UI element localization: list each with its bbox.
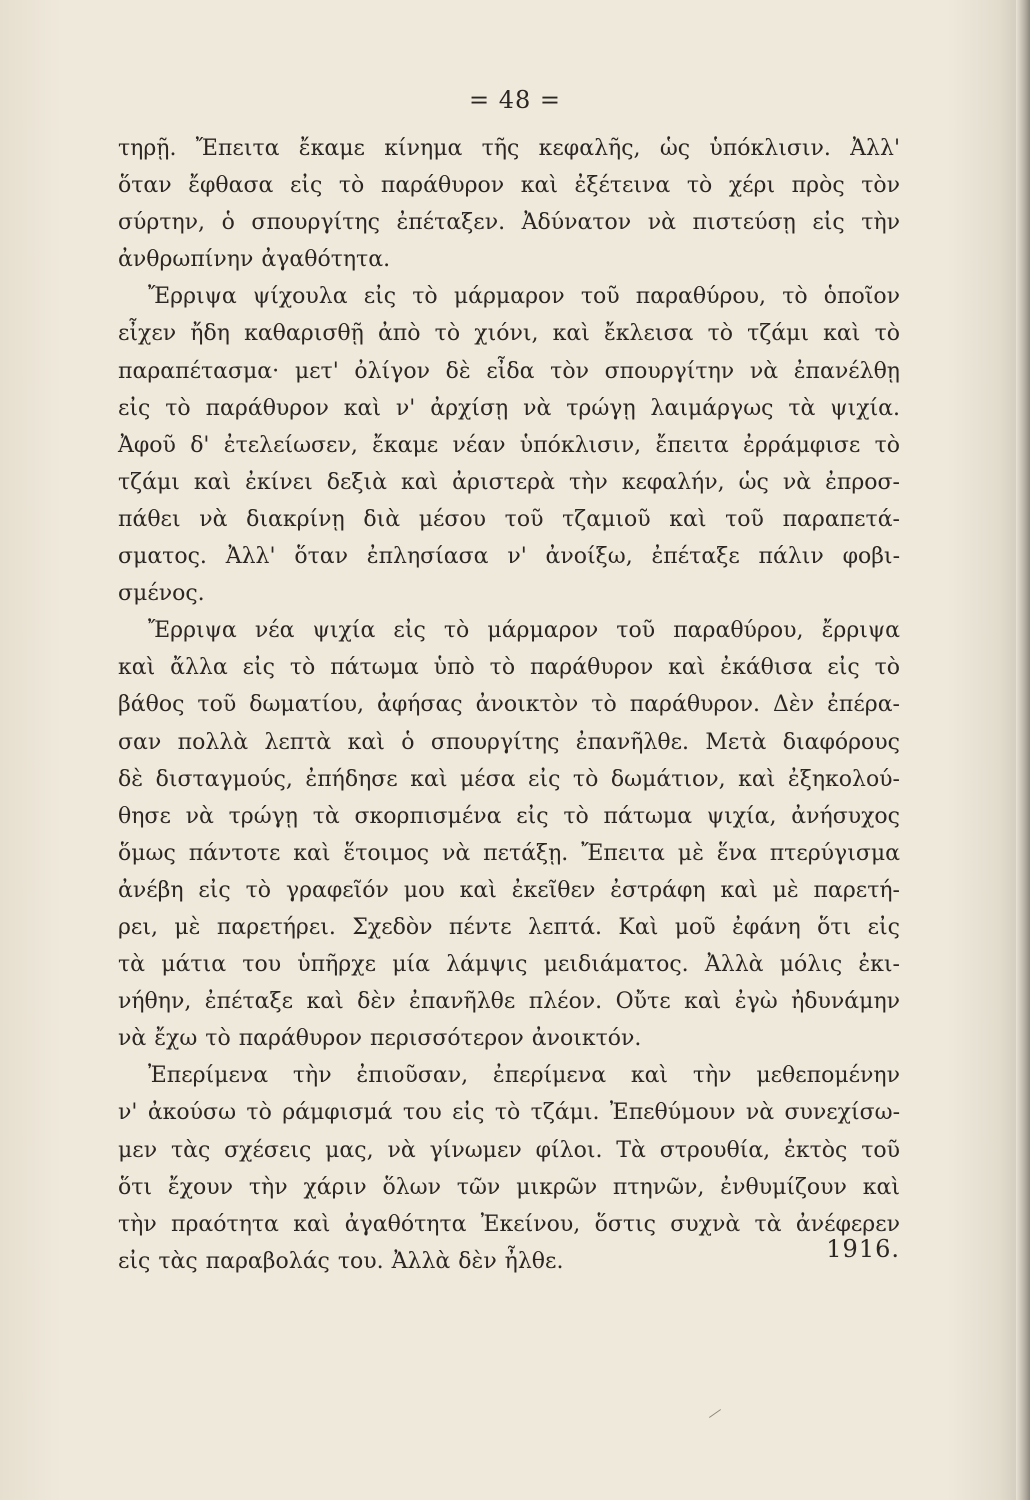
text-line: ἀνθρωπίνην ἀγαθότητα. [118, 247, 391, 273]
date-signature: 1916. [826, 1235, 900, 1263]
text-line: ν' ἀκούσω τὸ ράμφισμά του εἰς τὸ τζάμι. Ἐπεθύμουν νὰ συνεχίσω- [118, 1100, 900, 1126]
text-line: σμένος. [118, 581, 205, 607]
text-line: τὴν πραότητα καὶ ἀγαθότητα Ἐκείνου, ὅστις συχνὰ τὰ ἀνέφερεν [118, 1211, 900, 1237]
pencil-mark [709, 1409, 721, 1418]
text-line: παραπέτασμα· μετ' ὀλίγον δὲ εἶδα τὸν σπουργίτην νὰ ἐπανέλθῃ [118, 358, 900, 384]
text-line: ὅτι ἔχουν τὴν χάριν ὅλων τῶν μικρῶν πτηνῶν, ἐνθυμίζουν καὶ [118, 1174, 900, 1200]
text-line: βάθος τοῦ δωματίου, ἀφήσας ἀνοικτὸν τὸ παράθυρον. Δὲν ἐπέρα- [118, 692, 900, 718]
page-edge [1016, 0, 1030, 1500]
text-line: ὅμως πάντοτε καὶ ἕτοιμος νὰ πετάξῃ. Ἔπειτα μὲ ἕνα πτερύγισμα [118, 840, 900, 866]
text-line: εἰς τὰς παραβολάς του. Ἀλλὰ δὲν ἦλθε. [118, 1248, 564, 1274]
text-line: Ἔρριψα ψίχουλα εἰς τὸ μάρμαρον τοῦ παραθύρου, τὸ ὁποῖον [148, 284, 900, 310]
text-line: Ἀφοῦ δ' ἐτελείωσεν, ἔκαμε νέαν ὑπόκλισιν, ἔπειτα ἐρράμφισε τὸ [118, 432, 900, 458]
text-line: σαν πολλὰ λεπτὰ καὶ ὁ σπουργίτης ἐπανῆλθε. Μετὰ διαφόρους [118, 729, 900, 755]
text-line: τὰ μάτια του ὑπῆρχε μία λάμψις μειδιάματος. Ἀλλὰ μόλις ἐκι- [118, 952, 900, 978]
text-line: ρει, μὲ παρετήρει. Σχεδὸν πέντε λεπτά. Καὶ μοῦ ἐφάνη ὅτι εἰς [118, 914, 900, 940]
text-line: ὅταν ἔφθασα εἰς τὸ παράθυρον καὶ ἐξέτεινα τὸ χέρι πρὸς τὸν [118, 173, 900, 199]
text-line: μεν τὰς σχέσεις μας, νὰ γίνωμεν φίλοι. Τὰ στρουθία, ἐκτὸς τοῦ [118, 1137, 900, 1163]
text-line: νήθην, ἐπέταξε καὶ δὲν ἐπανῆλθε πλέον. Οὔτε καὶ ἐγὼ ἠδυνάμην [118, 989, 900, 1015]
page-number: = 48 = [468, 86, 561, 114]
text-line: θησε νὰ τρώγῃ τὰ σκορπισμένα εἰς τὸ πάτωμα ψιχία, ἀνήσυχος [118, 803, 900, 829]
text-line: Ἐπερίμενα τὴν ἐπιοῦσαν, ἐπερίμενα καὶ τὴν μεθεπομένην [148, 1063, 900, 1089]
text-line: τηρῇ. Ἔπειτα ἔκαμε κίνημα τῆς κεφαλῆς, ὡς ὑπόκλισιν. Ἀλλ' [118, 136, 900, 161]
text-line: πάθει νὰ διακρίνῃ διὰ μέσου τοῦ τζαμιοῦ καὶ τοῦ παραπετά- [118, 506, 900, 532]
text-line: νὰ ἔχω τὸ παράθυρον περισσότερον ἀνοικτόν. [118, 1026, 642, 1052]
text-line: εἶχεν ἤδη καθαρισθῇ ἀπὸ τὸ χιόνι, καὶ ἔκλεισα τὸ τζάμι καὶ τὸ [118, 321, 900, 347]
text-line: Ἔρριψα νέα ψιχία εἰς τὸ μάρμαρον τοῦ παραθύρου, ἔρριψα [148, 618, 900, 644]
text-line: τζάμι καὶ ἐκίνει δεξιὰ καὶ ἀριστερὰ τὴν κεφαλήν, ὡς νὰ ἐπροσ- [118, 469, 900, 495]
text-line: καὶ ἄλλα εἰς τὸ πάτωμα ὑπὸ τὸ παράθυρον καὶ ἐκάθισα εἰς τὸ [118, 655, 900, 681]
text-line: δὲ δισταγμούς, ἐπήδησε καὶ μέσα εἰς τὸ δωμάτιον, καὶ ἐξηκολού- [118, 766, 900, 792]
text-line: σύρτην, ὁ σπουργίτης ἐπέταξεν. Ἀδύνατον νὰ πιστεύσῃ εἰς τὴν [118, 210, 900, 236]
text-line: σματος. Ἀλλ' ὅταν ἐπλησίασα ν' ἀνοίξω, ἐπέταξε πάλιν φοβι- [118, 544, 900, 570]
text-line: εἰς τὸ παράθυρον καὶ ν' ἀρχίσῃ νὰ τρώγῃ λαιμάργως τὰ ψιχία. [118, 395, 900, 421]
text-line: ἀνέβη εἰς τὸ γραφεῖόν μου καὶ ἐκεῖθεν ἐστράφη καὶ μὲ παρετή- [118, 877, 900, 903]
body-text [118, 130, 900, 1280]
